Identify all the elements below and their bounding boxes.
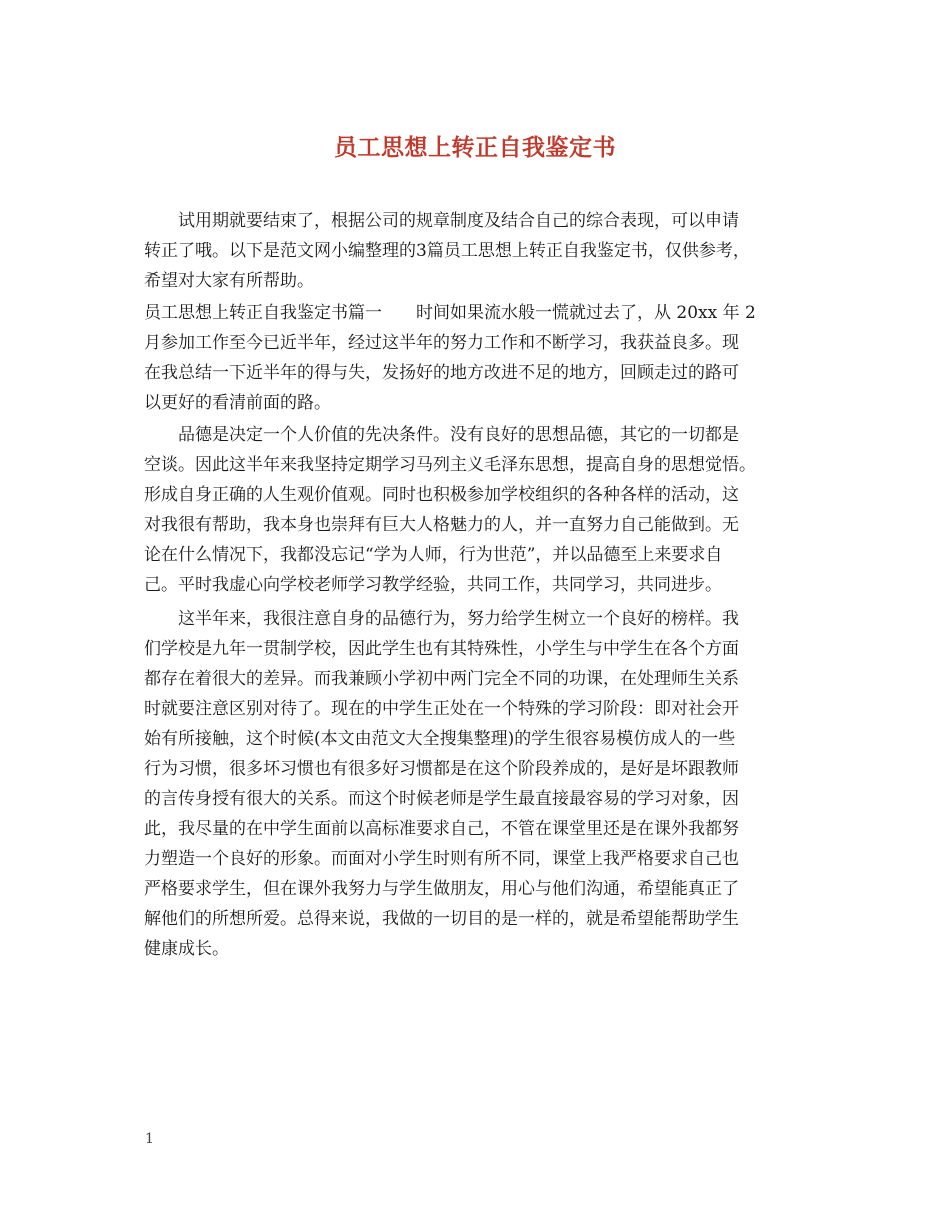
paragraph-2-line-3: 形成自身正确的人生观价值观。同时也积极参加学校组织的各种各样的活动，这: [144, 485, 739, 505]
paragraph-3-line-9: 力塑造一个良好的形象。而面对小学生时则有所不同，课堂上我严格要求自己也: [144, 849, 739, 869]
paragraph-2-line-5: 论在什么情况下，我都没忘记“学为人师，行为世范”，并以品德至上来要求自: [144, 545, 723, 565]
paragraph-3-line-10: 严格要求学生，但在课外我努力与学生做朋友，用心与他们沟通，希望能真正了: [144, 879, 739, 899]
section-1-paragraph: [144, 298, 812, 418]
document-body: [144, 206, 812, 964]
intro-paragraph: [144, 206, 812, 296]
paragraph-3-line-4: 时就要注意区别对待了。现在的中学生正处在一个特殊的学习阶段：即对社会开: [144, 699, 739, 719]
intro-line-2: 转正了哦。以下是范文网小编整理的3篇员工思想上转正自我鉴定书，仅供参考，: [144, 241, 750, 261]
paragraph-2: [144, 420, 812, 600]
paragraph-3-line-3: 都存在着很大的差异。而我兼顾小学初中两门完全不同的功课，在处理师生关系: [144, 669, 739, 689]
paragraph-2-line-2: 空谈。因此这半年来我坚持定期学习马列主义毛泽东思想，提高自身的思想觉悟。: [144, 455, 756, 475]
paragraph-3-line-1: 这半年来，我很注意自身的品德行为，努力给学生树立一个良好的榜样。我: [178, 609, 739, 629]
paragraph-3-line-7: 的言传身授有很大的关系。而这个时候老师是学生最直接最容易的学习对象，因: [144, 789, 739, 809]
document-title: 员工思想上转正自我鉴定书: [334, 134, 616, 161]
paragraph-3-line-2: 们学校是九年一贯制学校，因此学生也有其特殊性，小学生与中学生在各个方面: [144, 639, 739, 659]
intro-line-1: 试用期就要结束了，根据公司的规章制度及结合自己的综合表现，可以申请: [178, 211, 739, 231]
paragraph-2-line-1: 品德是决定一个人价值的先决条件。没有良好的思想品德，其它的一切都是: [178, 425, 739, 445]
intro-line-3: 希望对大家有所帮助。: [144, 271, 314, 291]
paragraph-3-line-8: 此，我尽量的在中学生面前以高标准要求自己，不管在课堂里还是在课外我都努: [144, 819, 739, 839]
section-1-line-1: 员工思想上转正自我鉴定书篇一 时间如果流水般一慌就过去了，从 20xx 年 2: [144, 303, 756, 323]
paragraph-2-line-4: 对我很有帮助，我本身也崇拜有巨大人格魅力的人，并一直努力自己能做到。无: [144, 515, 739, 535]
section-1-line-4: 以更好的看清前面的路。: [144, 393, 331, 413]
page-number: 1: [145, 1131, 154, 1147]
paragraph-2-line-6: 己。平时我虚心向学校老师学习教学经验，共同工作，共同学习，共同进步。: [144, 575, 722, 595]
paragraph-3-line-12: 健康成长。: [144, 939, 229, 959]
section-1-line-2: 月参加工作至今已近半年，经过这半年的努力工作和不断学习，我获益良多。现: [144, 333, 739, 353]
paragraph-3-line-11: 解他们的所想所爱。总得来说，我做的一切目的是一样的，就是希望能帮助学生: [144, 909, 739, 929]
paragraph-3: [144, 604, 812, 964]
section-1-line-3: 在我总结一下近半年的得与失，发扬好的地方改进不足的地方，回顾走过的路可: [144, 363, 739, 383]
paragraph-3-line-6: 行为习惯，很多坏习惯也有很多好习惯都是在这个阶段养成的，是好是坏跟教师: [144, 759, 739, 779]
paragraph-3-line-5: 始有所接触，这个时候(本文由范文大全搜集整理)的学生很容易模仿成人的一些: [144, 729, 736, 749]
